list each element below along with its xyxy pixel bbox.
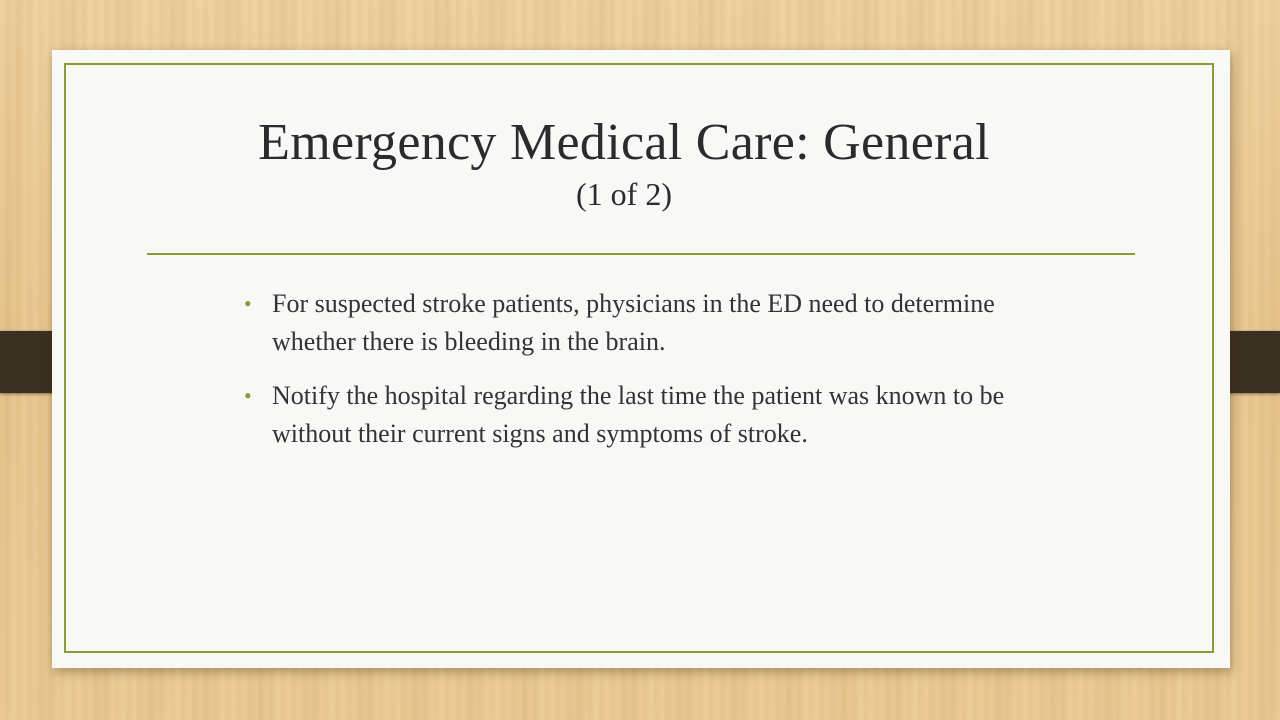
bullet-item — [240, 377, 1040, 453]
slide-title: Emergency Medical Care: General — [258, 114, 990, 171]
bullet-icon: • — [244, 383, 252, 408]
title-divider — [147, 253, 1135, 255]
title-block — [147, 112, 1101, 214]
bullet-icon: • — [244, 291, 252, 316]
bullet-text: Notify the hospital regarding the last time the patient was known to be without their current signs and symptoms of stroke. — [272, 381, 1005, 448]
bullet-list — [240, 285, 1040, 469]
slide — [52, 50, 1230, 668]
slide-subtitle: (1 of 2) — [576, 176, 672, 212]
bullet-item — [240, 285, 1040, 361]
bullet-text: For suspected stroke patients, physicians in the ED need to determine whether there is bleeding in the brain. — [272, 289, 995, 356]
